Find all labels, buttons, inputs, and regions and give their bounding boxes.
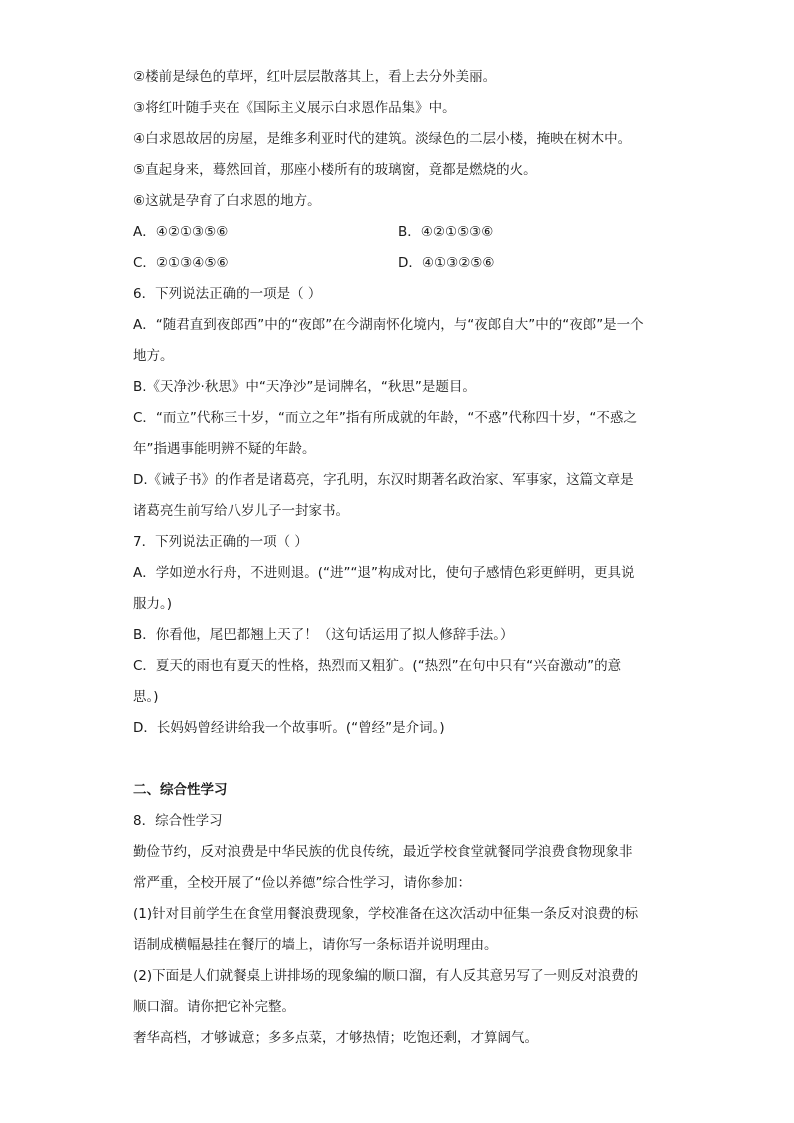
text-line: 常严重，全校开展了“俭以养德”综合性学习，请你参加：: [133, 875, 471, 891]
text-line: A．“随君直到夜郎西”中的“夜郎”在今湖南怀化境内，与“夜郎自大”中的“夜郎”是一个: [133, 317, 644, 333]
text-line: ⑥这就是孕育了白求恩的地方。: [133, 193, 321, 209]
option-row: [133, 217, 663, 248]
text-line: 奢华高档，才够诚意；多多点菜，才够热情；吃饱还剩，才算阔气。: [133, 1030, 538, 1046]
section-heading: 二、综合性学习: [133, 782, 228, 798]
text-line: 年”指遇事能明辨不疑的年龄。: [133, 441, 316, 457]
text-line: 服力。): [133, 596, 173, 612]
option-row: [133, 248, 663, 279]
text-line: 顺口溜。请你把它补完整。: [133, 999, 295, 1015]
option-left: C．②①③④⑤⑥: [133, 255, 229, 271]
text-line: B．你看他，尾巴都翘上天了！（这句话运用了拟人修辞手法。）: [133, 627, 514, 643]
text-line: D．长妈妈曾经讲给我一个故事听。(“曾经”是介词。): [133, 720, 445, 736]
text-line: ②楼前是绿色的草坪，红叶层层散落其上，看上去分外美丽。: [133, 69, 497, 85]
document-page: [133, 62, 663, 1054]
option-right: B．④②①⑤③⑥: [398, 224, 494, 240]
text-line: (1)针对目前学生在食堂用餐浪费现象，学校准备在这次活动中征集一条反对浪费的标: [133, 906, 639, 922]
text-line: B.《天净沙·秋思》中“天净沙”是词牌名，“秋思”是题目。: [133, 379, 476, 395]
text-line: 诸葛亮生前写给八岁儿子一封家书。: [133, 503, 349, 519]
text-line: ⑤直起身来，蓦然回首，那座小楼所有的玻璃窗，竟都是燃烧的火。: [133, 162, 537, 178]
text-line: A．学如逆水行舟，不进则退。(“进”“退”构成对比，使句子感情色彩更鲜明，更具说: [133, 565, 635, 581]
text-line: 8．综合性学习: [133, 813, 223, 829]
text-line: 思。): [133, 689, 159, 705]
text-line: 地方。: [133, 348, 174, 364]
text-line: ④白求恩故居的房屋，是维多利亚时代的建筑。淡绿色的二层小楼，掩映在树木中。: [133, 131, 632, 147]
text-line: 6．下列说法正确的一项是（ ）: [133, 286, 322, 302]
text-line: C．夏天的雨也有夏天的性格，热烈而又粗犷。(“热烈”在句中只有“兴奋激动”的意: [133, 658, 622, 674]
paragraph-gap: [133, 744, 663, 775]
text-line: C．“而立”代称三十岁，“而立之年”指有所成就的年龄，“不惑”代称四十岁，“不惑之: [133, 410, 637, 426]
text-line: 7．下列说法正确的一项（ ）: [133, 534, 308, 550]
text-line: 勤俭节约，反对浪费是中华民族的优良传统，最近学校食堂就餐同学浪费食物现象非: [133, 844, 633, 860]
text-line: ③将红叶随手夹在《国际主义展示白求恩作品集》中。: [133, 100, 456, 116]
text-line: 语制成横幅悬挂在餐厅的墙上，请你写一条标语并说明理由。: [133, 937, 498, 953]
option-right: D．④①③②⑤⑥: [398, 255, 495, 271]
option-left: A．④②①③⑤⑥: [133, 224, 229, 240]
text-line: D.《诫子书》的作者是诸葛亮，字孔明，东汉时期著名政治家、军事家，这篇文章是: [133, 472, 634, 488]
text-line: (2)下面是人们就餐桌上讲排场的现象编的顺口溜，有人反其意另写了一则反对浪费的: [133, 968, 639, 984]
